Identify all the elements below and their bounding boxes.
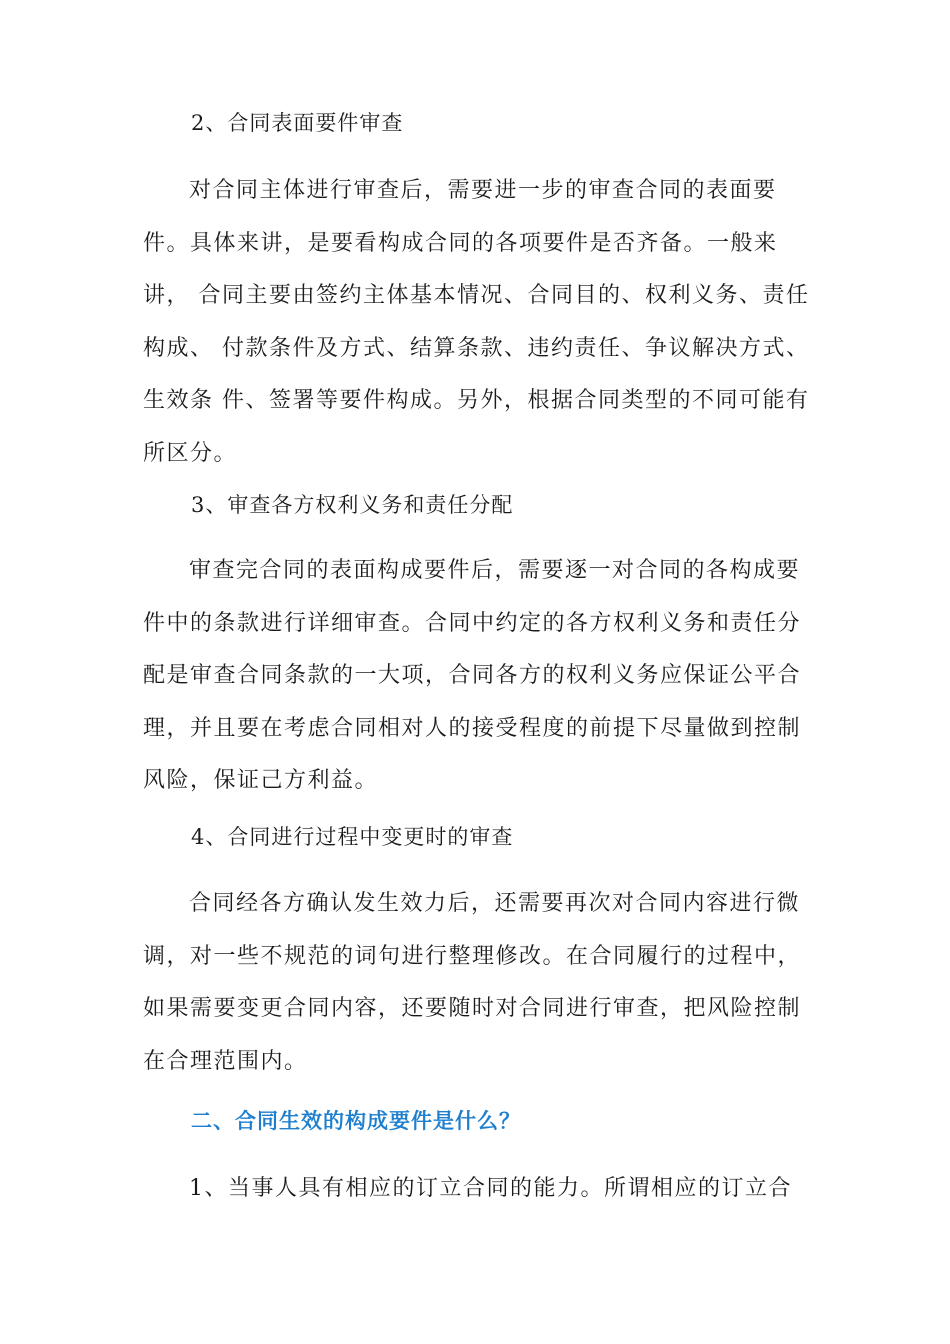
paragraph-capacity: 1、当事人具有相应的订立合同的能力。所谓相应的订立合 [189, 1176, 792, 1201]
subheading-change-review: 4、合同进行过程中变更时的审查 [191, 825, 514, 849]
section-heading-effective-elements: 二、合同生效的构成要件是什么？ [191, 1108, 521, 1133]
paragraph-change-review: 合同经各方确认发生效力后，还需要再次对合同内容进行微调，对一些不规范的词句进行整理修改。在合同履行的过程中，如果需要变更合同内容，还要随时对合同进行审查，把风险控制在合理范围内。 [143, 891, 802, 1074]
paragraph-surface-elements: 对合同主体进行审查后，需要进一步的审查合同的表面要件。具体来讲，是要看构成合同的各项要件是否齐备。一般来讲， 合同主要由签约主体基本情况、合同目的、权利义务、责任构成、 付款条件及方式、结算条款、违约责任、争议解决方式、生效条 件、签署等要件构成。另外，根据合同类型的不同可能有所区分。 [143, 178, 810, 466]
subheading-rights-obligations-review: 3、审查各方权利义务和责任分配 [191, 493, 514, 517]
paragraph-rights-obligations: 审查完合同的表面构成要件后，需要逐一对合同的各构成要件中的条款进行详细审查。合同中约定的各方权利义务和责任分配是审查合同条款的一大项，合同各方的权利义务应保证公平合理，并且要在考虑合同相对人的接受程度的前提下尽量做到控制风险，保证己方利益。 [143, 558, 802, 793]
subheading-surface-elements-review: 2、合同表面要件审查 [191, 111, 404, 135]
